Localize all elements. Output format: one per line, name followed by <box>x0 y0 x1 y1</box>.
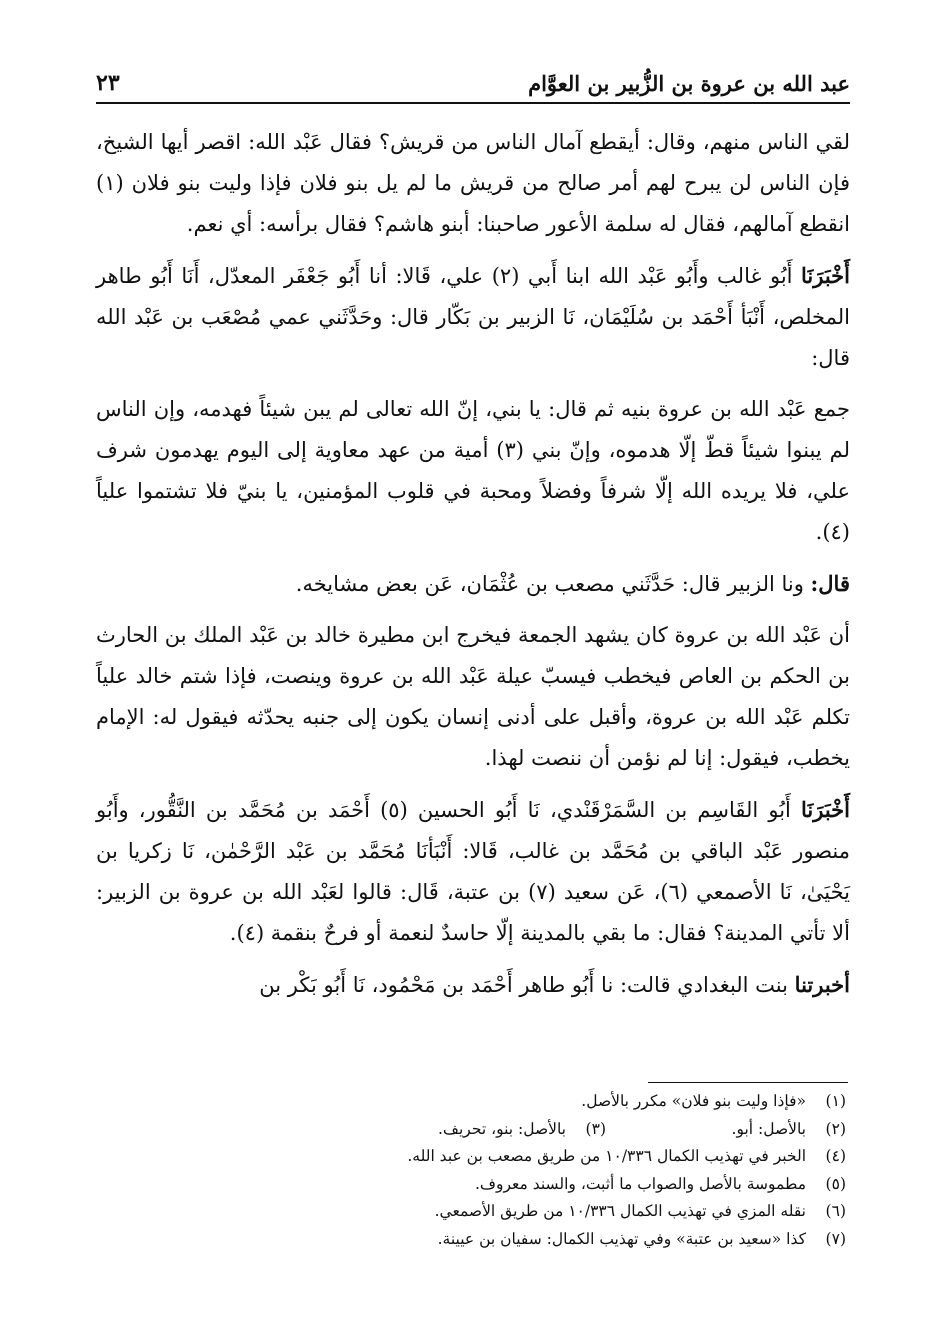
footnote-1 <box>96 1088 846 1116</box>
footnote-number: (٧) <box>825 1229 846 1248</box>
footnote-number: (٦) <box>825 1202 846 1220</box>
running-title: عبد الله بن عروة بن الزُّبير بن العوَّام <box>528 71 850 96</box>
paragraph-lead-word: قال: <box>810 571 850 596</box>
footnote-number: (٤) <box>825 1147 846 1165</box>
page-number: ٢٣ <box>96 70 120 96</box>
paragraph-3 <box>96 389 850 553</box>
footnote-row-2-3 <box>96 1116 846 1144</box>
footnote-text: مطموسة بالأصل والصواب ما أثبت، والسند معروف. <box>475 1174 806 1193</box>
paragraph-1 <box>96 122 850 245</box>
main-text <box>96 122 850 1016</box>
footnote-text: «فإذا وليت بنو فلان» مكرر بالأصل. <box>581 1092 806 1110</box>
footnote-5 <box>96 1171 846 1199</box>
footnote-text: بالأصل: أبو. <box>731 1119 806 1138</box>
page-header <box>96 58 850 104</box>
footnote-number: (٢) <box>825 1119 846 1138</box>
paragraph-lead-word: أَخْبَرَنَا <box>801 797 850 822</box>
footnote-text: بالأصل: بنو، تحريف. <box>437 1119 566 1138</box>
paragraph-text: جمع عَبْد الله بن عروة بنيه ثم قال: يا بني، إنّ الله تعالى لم يبن شيئاً فهدمه، وإن الناس لم يبنوا شيئاً قطّ إلّا هدموه، وإنّ بني (٣) أمية من عهد معاوية إلى اليوم يهدمون شرف علي، فلا يريده الله إلّا شرفاً وفضلاً ومحبة في قلوب المؤمنين، يا بنيّ فلا تشتموا علياً (٤). <box>96 397 850 544</box>
footnote-6 <box>96 1198 846 1226</box>
footnotes <box>96 1088 846 1253</box>
footnote-divider <box>648 1082 848 1083</box>
footnote-7 <box>96 1226 846 1254</box>
paragraph-text: لقي الناس منهم، وقال: أيقطع آمال الناس من قريش؟ فقال عَبْد الله: اقصر أيها الشيخ، فإن الناس لن يبرح لهم أمر صالح من قريش ما لم يل بنو فلان فإذا وليت بنو فلان (١) انقطع آمالهم، فقال له سلمة الأعور صاحبنا: أبنو هاشم؟ فقال برأسه: أي نعم. <box>96 130 850 236</box>
footnote-number: (٥) <box>825 1174 846 1193</box>
paragraph-text: أن عَبْد الله بن عروة كان يشهد الجمعة فيخرج ابن مطيرة خالد بن عَبْد الملك بن الحارث بن الحكم بن العاص فيخطب فيسبّ عيلة عَبْد الله بن عروة وينصت، فإذا شتم خالد علياً تكلم عَبْد الله بن عروة، وأقبل على أدنى إنسان يكون إلى جنبه يحدّثه فيقول له: الإمام يخطب، فيقول: إنا لم نؤمن أن ننصت لهذا. <box>96 623 850 770</box>
footnote-number: (١) <box>825 1092 846 1110</box>
paragraph-4 <box>96 563 850 605</box>
paragraph-text: أَبُو القَاسِم بن السَّمَرْقَنْدي، نَا أَبُو الحسين (٥) أَحْمَد بن مُحَمَّد بن النَّقُّور، وأَبُو منصور عَبْد الباقي بن مُحَمَّد بن غالب، قَالا: أَنْبَأنَا مُحَمَّد بن عَبْد الرَّحْمٰن، نَا زكريا بن يَحْيَىٰ، نَا الأصمعي (٦)، عَن سعيد (٧) بن عتبة، قَال: قالوا لعَبْد الله بن عروة بن الزبير: ألا تأتي المدينة؟ فقال: ما بقي بالمدينة إلّا حاسدٌ لنعمة أو فرحٌ بنقمة (٤). <box>96 798 850 945</box>
footnote-number: (٣) <box>585 1119 606 1138</box>
footnote-text: نقله المزي في تهذيب الكمال ١٠/٣٣٦ من طريق الأصمعي. <box>434 1202 806 1220</box>
paragraph-7 <box>96 964 850 1006</box>
footnote-text: كذا «سعيد بن عتبة» وفي تهذيب الكمال: سفيان بن عيينة. <box>437 1229 806 1248</box>
paragraph-lead-word: أَخْبَرَنَا <box>801 263 850 288</box>
paragraph-text: أَبُو غالب وأَبُو عَبْد الله ابنا أَبي (٢) علي، قَالا: أنا أَبُو جَعْفَر المعدّل، أَنَا أَبُو طاهر المخلص، أَنْبَأ أَحْمَد بن سُلَيْمَان، نَا الزبير بن بَكّار قال: وحَدَّثَني عمي مُصْعَب بن عَبْد الله قال: <box>96 264 850 370</box>
paragraph-lead-word: أخبرتنا <box>794 972 850 997</box>
paragraph-2 <box>96 255 850 379</box>
footnote-4 <box>96 1143 846 1171</box>
paragraph-text: بنت البغدادي قالت: نا أَبُو طاهر أَحْمَد بن مَحْمُود، نَا أَبُو بَكْر بن <box>259 973 795 997</box>
footnote-text: الخبر في تهذيب الكمال ١٠/٣٣٦ من طريق مصعب بن عبد الله. <box>407 1147 806 1165</box>
paragraph-5 <box>96 615 850 779</box>
paragraph-text: ونا الزبير قال: حَدَّثَني مصعب بن عُثْمَان، عَن بعض مشايخه. <box>295 572 811 596</box>
paragraph-6 <box>96 789 850 954</box>
